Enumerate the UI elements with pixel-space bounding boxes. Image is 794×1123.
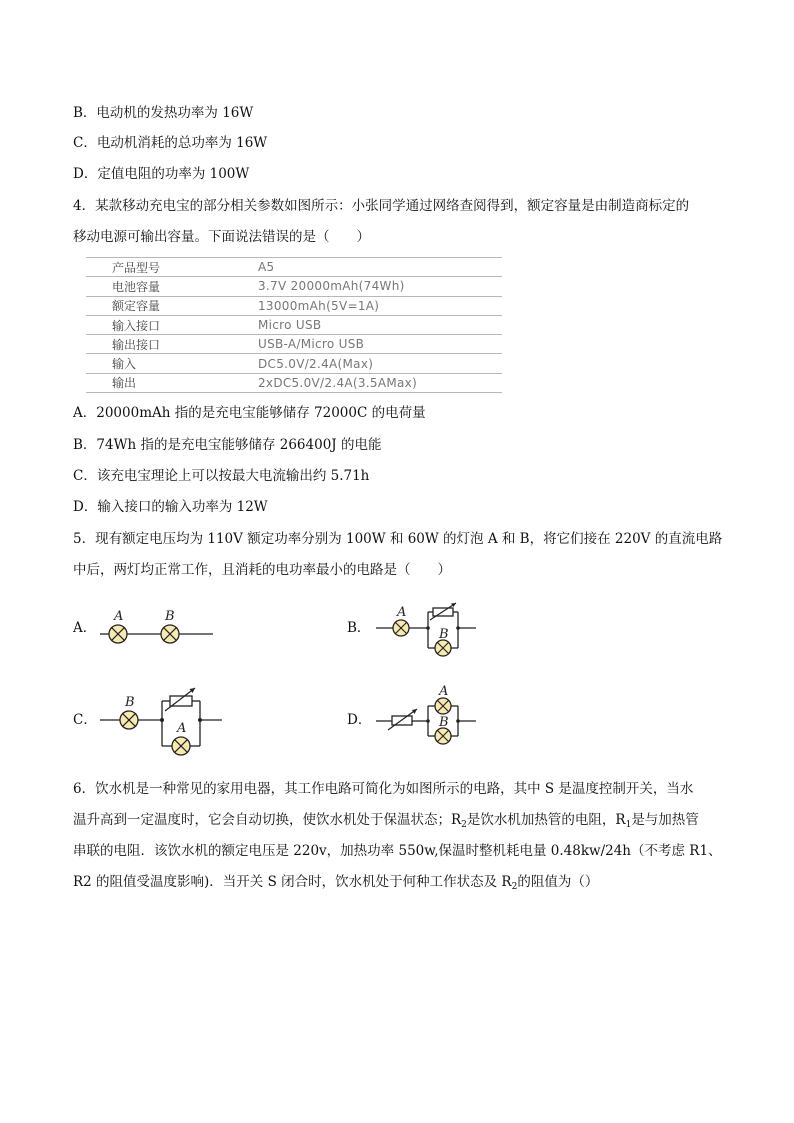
q5-circuit-a-label: A． (73, 620, 97, 636)
lamp-b-label: B (165, 609, 175, 624)
lamp-b-icon (120, 711, 138, 729)
spec-row (86, 258, 502, 277)
rheostat-icon (388, 709, 417, 730)
lamp-a-icon (393, 620, 409, 636)
q4-option-b: B．74Wh 指的是充电宝能够储存 266400J 的电能 (73, 437, 382, 453)
lamp-a-label: A (177, 721, 187, 736)
q3-option-d: D．定值电阻的功率为 100W (73, 166, 250, 182)
spec-key: 电池容量 (86, 277, 258, 296)
spec-key: 输入接口 (86, 315, 258, 334)
spec-value: 13000mAh(5V=1A) (258, 296, 502, 315)
lamp-b-label: B (125, 695, 135, 710)
lamp-b-label: B (439, 627, 449, 642)
lamp-a-label: A (397, 605, 407, 620)
spec-value: 3.7V 20000mAh(74Wh) (258, 277, 502, 296)
lamp-a-icon (172, 737, 190, 755)
q3-option-c: C．电动机消耗的总功率为 16W (73, 135, 268, 151)
lamp-a-icon (435, 698, 451, 714)
q6-line1: 6．饮水机是一种常见的家用电器，其工作电路可简化为如图所示的电路，其中 S 是温度控制开关，当水 (73, 781, 694, 797)
spec-row (86, 354, 502, 373)
spec-row (86, 373, 502, 392)
spec-row (86, 296, 502, 315)
q5-circuit-b-diagram (372, 598, 482, 660)
spec-key: 产品型号 (86, 258, 258, 277)
spec-row (86, 277, 502, 296)
spec-key: 额定容量 (86, 296, 258, 315)
q4-stem-line2: 移动电源可输出容量。下面说法错误的是（ ） (73, 229, 370, 245)
rheostat-icon (430, 603, 456, 620)
q6-line4: R2 的阻值受温度影响)．当开关 S 闭合时，饮水机处于何种工作状态及 $R_2$的阻值为（） (73, 874, 599, 892)
lamp-b-label: B (439, 715, 449, 730)
q6-line2: 温升高到一定温度时，它会自动切换，使饮水机处于保温状态；$R_2$是饮水机加热管的电阻，$R_1$是与加热管 (73, 812, 699, 830)
power-bank-spec-table (86, 257, 502, 393)
spec-row (86, 335, 502, 354)
q5-stem-line1: 5．现有额定电压均为 110V 额定功率分别为 100W 和 60W 的灯泡 A 和 B，将它们接在 220V 的直流电路 (73, 531, 723, 547)
q5-circuit-d-diagram (372, 684, 482, 750)
q5-stem-line2: 中后，两灯均正常工作，且消耗的电功率最小的电路是（ ） (73, 562, 451, 578)
spec-key: 输入 (86, 354, 258, 373)
q4-option-a: A．20000mAh 指的是充电宝能够储存 72000C 的电荷量 (73, 405, 426, 421)
spec-key: 输出接口 (86, 335, 258, 354)
q5-circuit-a-diagram (95, 600, 220, 650)
spec-value: 2xDC5.0V/2.4A(3.5AMax) (258, 373, 502, 392)
q5-circuit-c-label: C． (73, 712, 97, 728)
lamp-b-icon (435, 640, 451, 656)
lamp-b-icon (161, 625, 179, 643)
rheostat-icon (165, 688, 195, 711)
lamp-a-label: A (114, 609, 124, 624)
q3-option-b: B．电动机的发热功率为 16W (73, 105, 254, 121)
lamp-a-icon (109, 625, 127, 643)
q5-circuit-b-label: B． (347, 620, 371, 636)
q4-option-c: C．该充电宝理论上可以按最大电流输出约 5.71h (73, 468, 370, 484)
spec-value: Micro USB (258, 315, 502, 334)
q4-stem-line1: 4．某款移动充电宝的部分相关参数如图所示：小张同学通过网络查阅得到，额定容量是由制造商标定的 (73, 198, 690, 214)
q4-option-d: D．输入接口的输入功率为 12W (73, 499, 268, 515)
q6-line3: 串联的电阻．该饮水机的额定电压是 220v，加热功率 550w,保温时整机耗电量 0.48kw/24h（不考虑 R1、 (73, 843, 722, 859)
q5-circuit-c-diagram (97, 680, 227, 760)
spec-value: USB-A/Micro USB (258, 335, 502, 354)
spec-key: 输出 (86, 373, 258, 392)
spec-row (86, 315, 502, 334)
q5-circuit-d-label: D． (347, 712, 372, 728)
spec-value: DC5.0V/2.4A(Max) (258, 354, 502, 373)
lamp-a-label: A (439, 684, 449, 699)
lamp-b-icon (435, 728, 451, 744)
spec-value: A5 (258, 258, 502, 277)
